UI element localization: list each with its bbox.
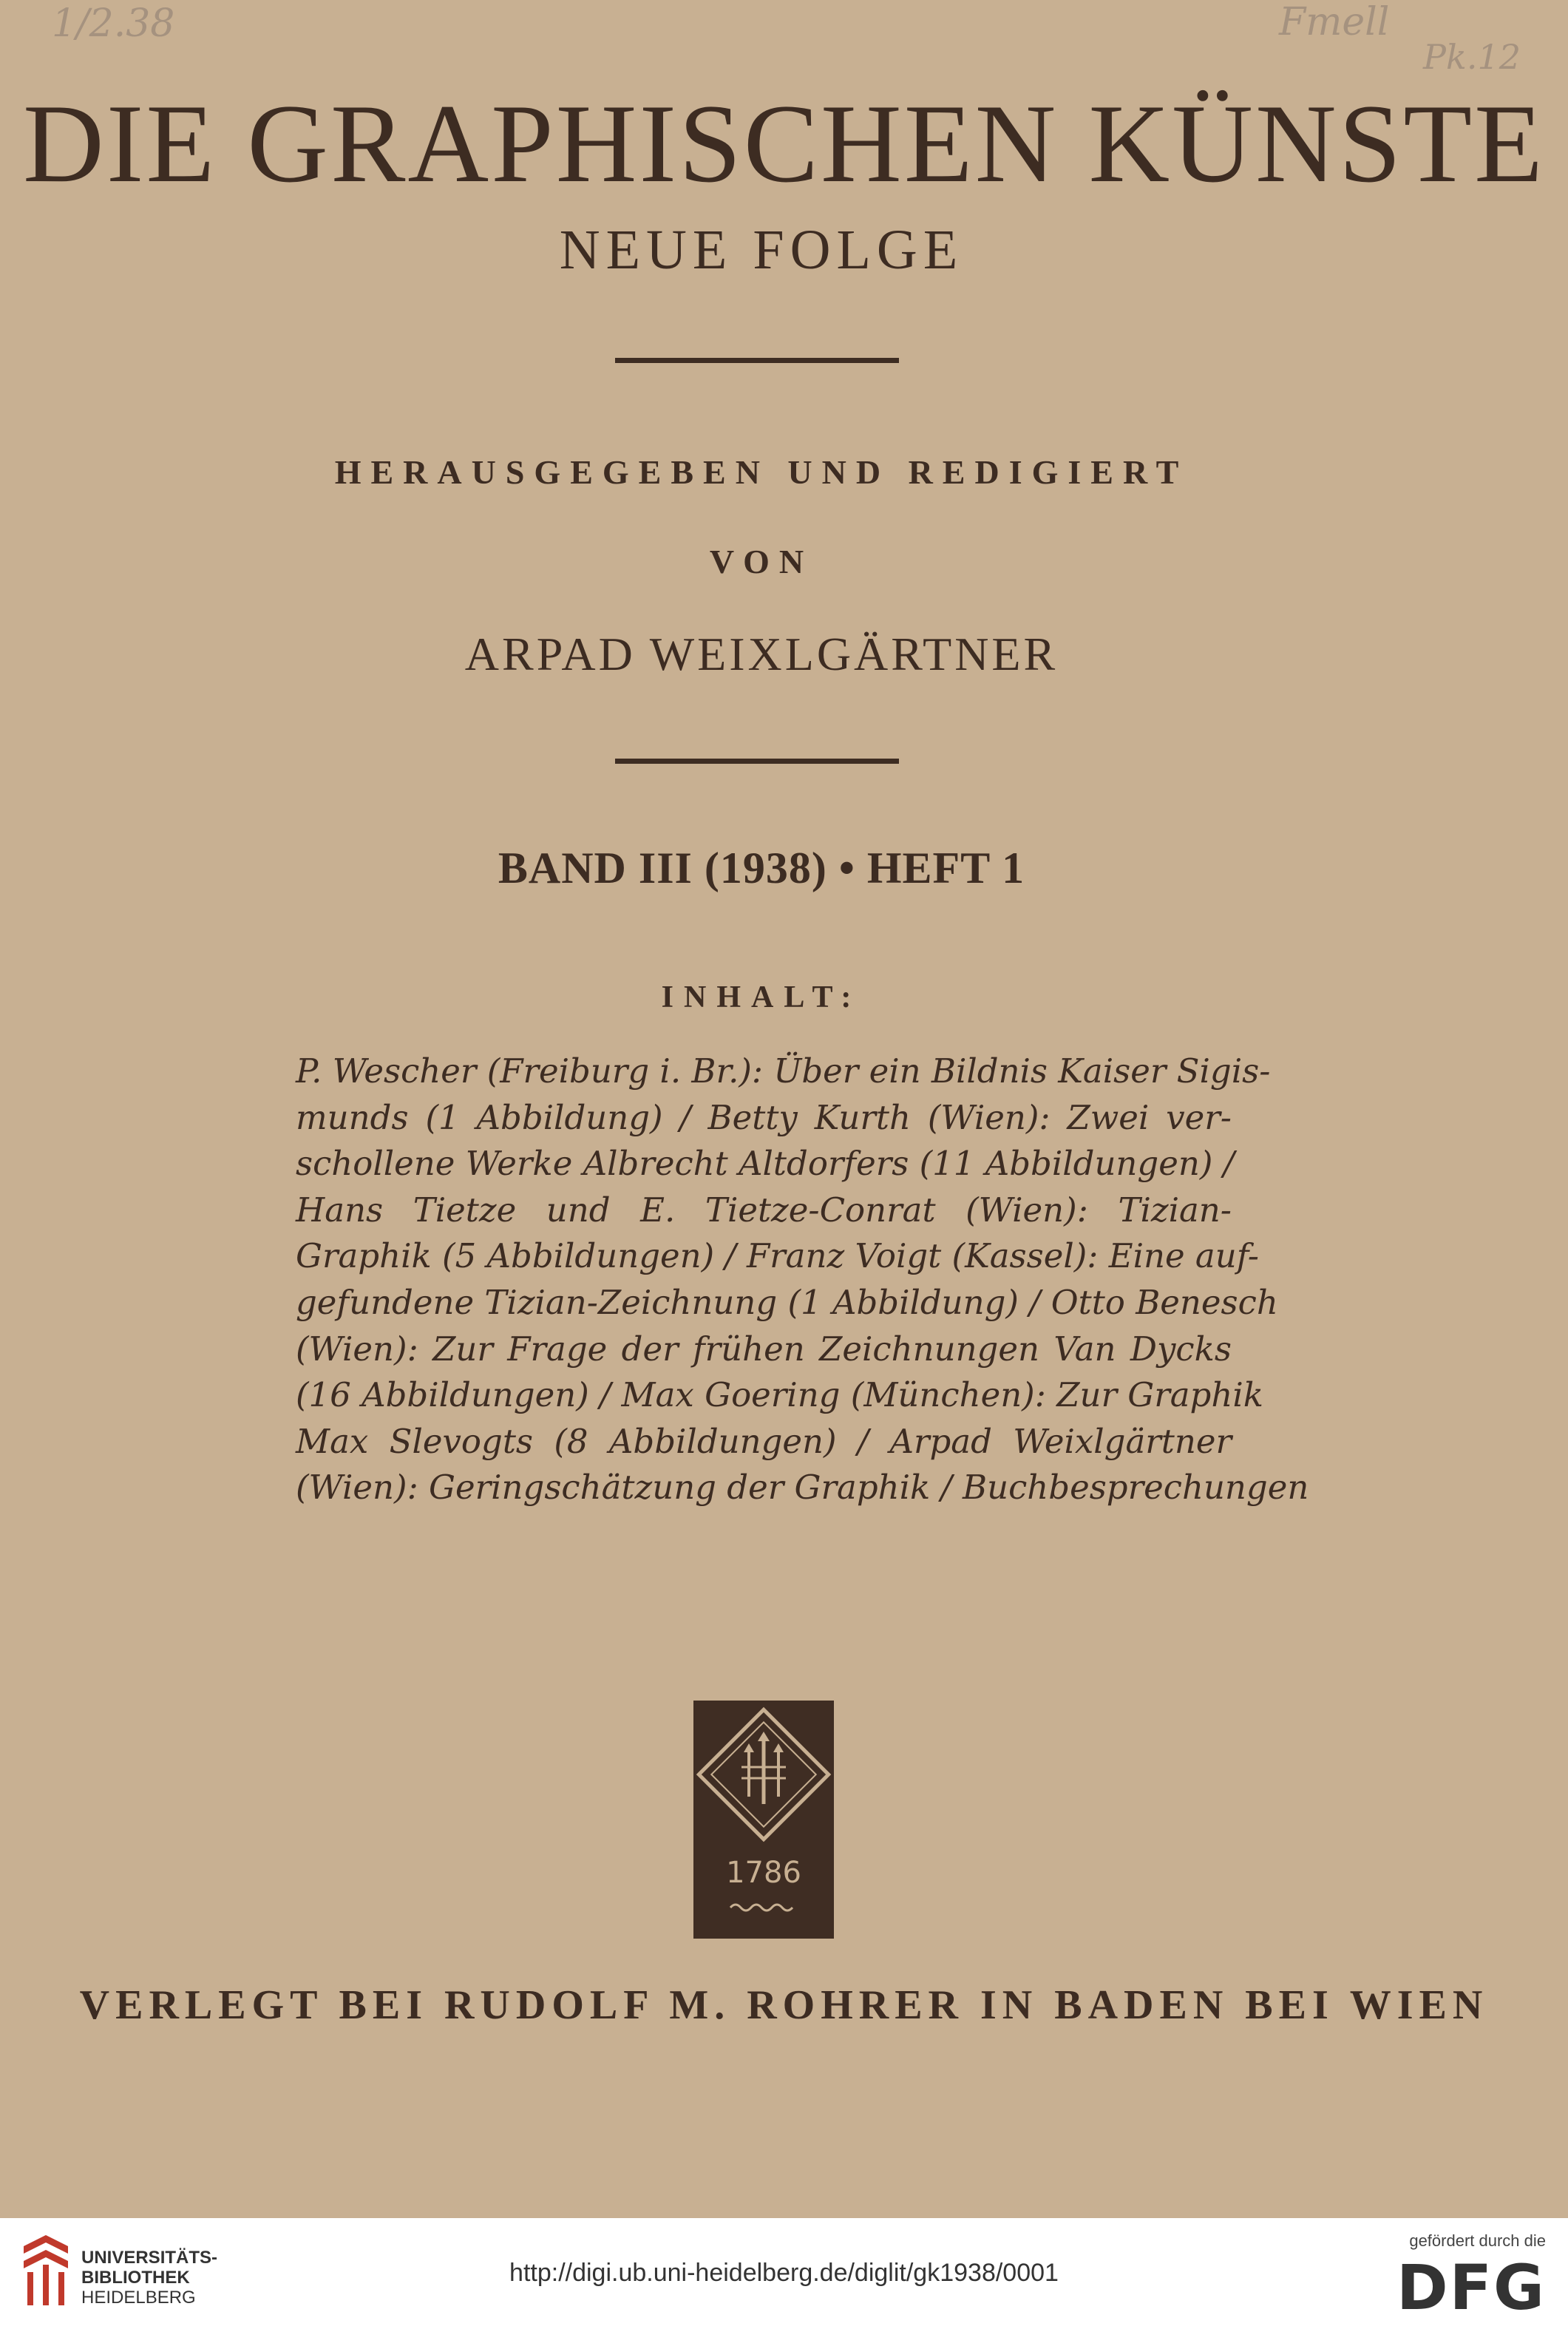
editor-name: ARPAD WEIXLGÄRTNER: [464, 628, 1059, 680]
divider-rule-bottom: [615, 759, 899, 764]
digitization-footer: [0, 2218, 1568, 2329]
divider-rule-top: [615, 358, 899, 363]
funding-text: gefördert durch die: [1409, 2231, 1546, 2250]
contents-line: munds (1 Abbildung) / Betty Kurth (Wien): Zwei ver-: [296, 1097, 1232, 1137]
publisher-logo: [693, 1701, 834, 1939]
handwritten-note-top-right: Fmell: [1279, 0, 1390, 44]
handwritten-note-top-left: 1/2.38: [52, 1, 175, 46]
contents-list: [296, 1048, 1309, 1511]
institution-line: UNIVERSITÄTS-: [81, 2248, 218, 2268]
dfg-logo: DFG: [1396, 2251, 1546, 2324]
issue-number: BAND III (1938) • HEFT 1: [498, 844, 1025, 892]
editor-credit-line: HERAUSGEGEBEN UND REDIGIERT: [334, 453, 1189, 491]
source-url-link[interactable]: http://digi.ub.uni-heidelberg.de/diglit/gk1938/0001: [509, 2259, 1059, 2287]
journal-subtitle: NEUE FOLGE: [559, 219, 964, 281]
institution-line: HEIDELBERG: [81, 2288, 196, 2308]
contents-heading: INHALT:: [661, 980, 862, 1014]
contents-line: (Wien): Zur Frage der frühen Zeichnungen Van Dycks: [296, 1329, 1232, 1369]
logo-wave-icon: [693, 1899, 834, 1921]
institution-line: BIBLIOTHEK: [81, 2268, 190, 2288]
publisher-emblem-icon: [693, 1701, 834, 1848]
handwritten-shelf-mark: Pk.12: [1423, 37, 1521, 77]
contents-line: (16 Abbildungen) / Max Goering (München): Zur Graphik: [296, 1375, 1263, 1415]
editor-credit-von: VON: [709, 543, 814, 580]
contents-line: P. Wescher (Freiburg i. Br.): Über ein Bildnis Kaiser Sigis-: [296, 1051, 1271, 1091]
publisher-line: VERLEGT BEI RUDOLF M. ROHRER IN BADEN BEI WIEN: [79, 1982, 1489, 2028]
journal-title: DIE GRAPHISCHEN KÜNSTE: [23, 81, 1545, 206]
contents-line: Graphik (5 Abbildungen) / Franz Voigt (Kassel): Eine auf-: [296, 1236, 1260, 1276]
contents-line: schollene Werke Albrecht Altdorfers (11 Abbildungen) /: [296, 1144, 1235, 1184]
contents-line: Max Slevogts (8 Abbildungen) / Arpad Weixlgärtner: [296, 1421, 1232, 1461]
contents-line: (Wien): Geringschätzung der Graphik / Buchbesprechungen: [296, 1468, 1309, 1508]
contents-line: gefundene Tizian-Zeichnung (1 Abbildung) / Otto Benesch: [296, 1282, 1278, 1322]
contents-line: Hans Tietze und E. Tietze-Conrat (Wien): Tizian-: [296, 1190, 1232, 1230]
logo-year: 1786: [726, 1856, 801, 1890]
